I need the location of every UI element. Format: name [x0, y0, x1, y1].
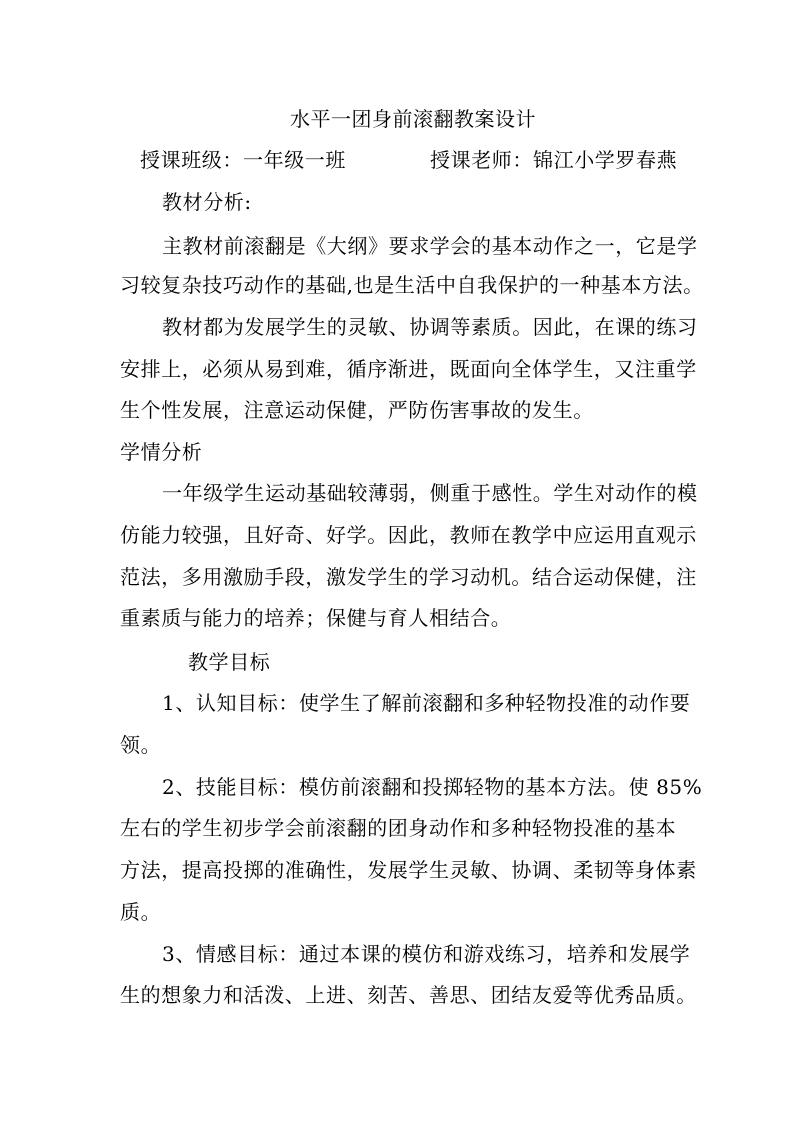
student-analysis-line-3: 范法，多用激励手段，激发学生的学习动机。结合运动保健，注 — [120, 565, 697, 589]
goal-3-line-1: 3、情感目标：通过本课的模仿和游戏练习，培养和发展学 — [162, 942, 691, 966]
material-analysis-heading: 教材分析: — [162, 190, 252, 214]
student-analysis-line-1: 一年级学生运动基础较薄弱，侧重于感性。学生对动作的模 — [162, 481, 698, 505]
goal-3-line-2: 生的想象力和活泼、上进、刻苦、善思、团结友爱等优秀品质。 — [120, 983, 697, 1007]
document-title: 水平一团身前滚翻教案设计 — [290, 107, 536, 131]
goal-2-line-4: 质。 — [120, 900, 162, 924]
student-analysis-line-4: 重素质与能力的培养；保健与育人相结合。 — [120, 606, 512, 630]
goal-1-line-1: 1、认知目标：使学生了解前滚翻和多种轻物投准的动作要 — [162, 691, 691, 715]
goal-1-line-2: 领。 — [120, 733, 162, 757]
material-paragraph-2-line-2: 安排上，必须从易到难，循序渐进，既面向全体学生，又注重学 — [120, 357, 697, 381]
material-paragraph-2-line-3: 生个性发展，注意运动保健，严防伤害事故的发生。 — [120, 398, 594, 422]
material-paragraph-2-line-1: 教材都为发展学生的灵敏、协调等素质。因此，在课的练习 — [162, 315, 698, 339]
goal-2-line-1: 2、技能目标：模仿前滚翻和投掷轻物的基本方法。使 85% — [162, 775, 703, 799]
material-paragraph-1-line-2: 习较复杂技巧动作的基础,也是生活中自我保护的一种基本方法。 — [120, 273, 704, 297]
student-analysis-heading: 学情分析 — [120, 440, 203, 464]
goal-2-line-3: 方法，提高投掷的准确性，发展学生灵敏、协调、柔韧等身体素 — [120, 858, 697, 882]
teacher-info: 授课老师：锦江小学罗春燕 — [430, 148, 678, 172]
teaching-goals-heading: 教学目标 — [188, 650, 271, 674]
goal-2-line-2: 左右的学生初步学会前滚翻的团身动作和多种轻物投准的基本 — [120, 816, 677, 840]
material-paragraph-1-line-1: 主教材前滚翻是《大纲》要求学会的基本动作之一，它是学 — [162, 234, 698, 258]
class-info: 授课班级：一年级一班 — [140, 148, 346, 172]
student-analysis-line-2: 仿能力较强，且好奇、好学。因此，教师在教学中应运用直观示 — [120, 523, 697, 547]
